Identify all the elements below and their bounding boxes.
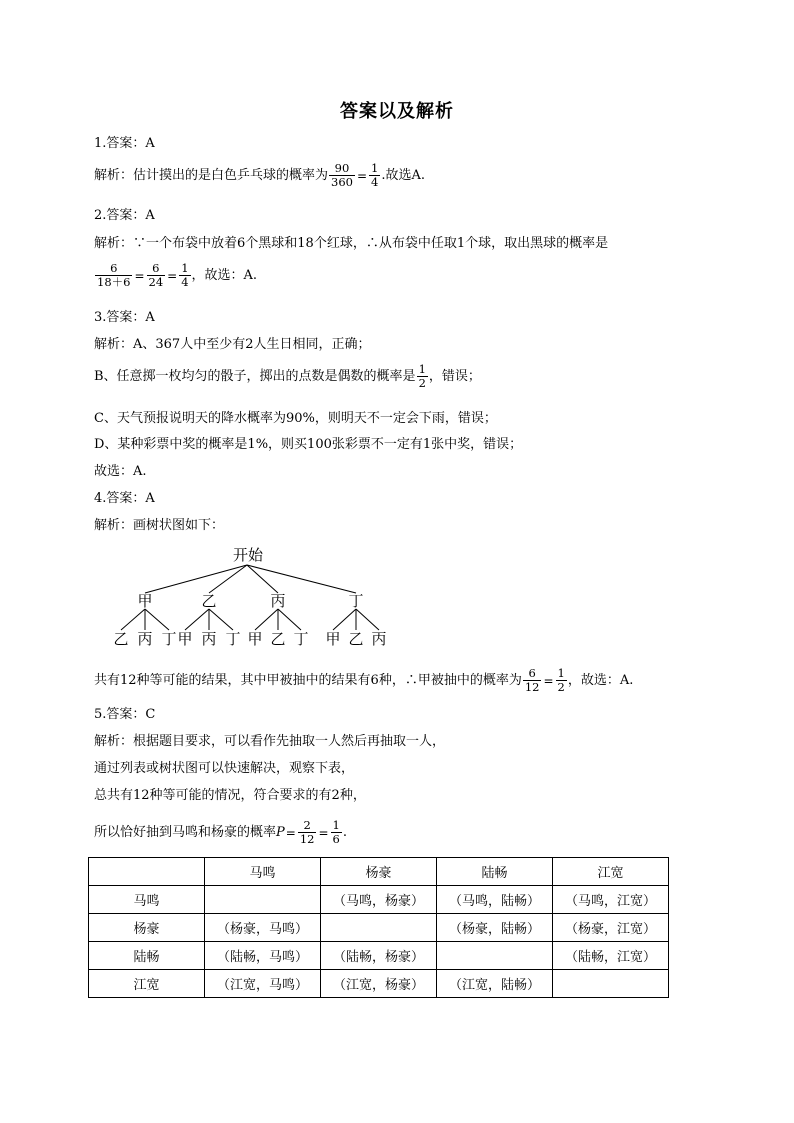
tree-node-l2: 乙 (270, 630, 286, 648)
tree-edge (209, 565, 247, 593)
table-cell (321, 914, 437, 942)
q3-conclusion: 故选：A. (94, 464, 147, 479)
tree-edge (145, 565, 247, 593)
table-cell: （马鸣，杨豪） (321, 886, 437, 914)
q1-fraction-2: $\frac{1}{4}$ (371, 161, 379, 189)
table-header-cell: 杨豪 (321, 858, 437, 886)
q3-option-b: B、任意掷一枚均匀的骰子，掷出的点数是偶数的概率是 $\frac{1}{2}$ ，错误； (94, 362, 481, 390)
table-header-cell: 江宽 (553, 858, 669, 886)
tree-diagram (110, 543, 410, 648)
tree-node-l2: 丙 (201, 630, 217, 648)
q5-line2: 通过列表或树状图可以快速解决，观察下表， (94, 761, 355, 776)
tree-node-l1: 乙 (201, 592, 217, 610)
tree-edge (333, 609, 356, 630)
table-header-row (89, 858, 669, 886)
table-header-cell (89, 858, 205, 886)
table-cell: （江宽，陆畅） (437, 970, 553, 998)
table-cell (437, 942, 553, 970)
table-cell: （杨豪，陆畅） (437, 914, 553, 942)
q2-fraction-1: $\frac{6}{18+6}$ (97, 261, 131, 289)
q4-fraction-1: $\frac{6}{12}$ (524, 666, 540, 694)
q1-expl-text: 解析：估计摸出的是白色乒乓球的概率为 (94, 168, 329, 183)
q1-answer: 1.答案：A (94, 136, 155, 151)
tree-edge (247, 565, 356, 593)
table-row (89, 970, 669, 998)
q1-fraction-1: $\frac{90}{360}$ (331, 161, 353, 189)
q3-option-c: C、天气预报说明天的降水概率为90%，则明天不一定会下雨，错误； (94, 411, 497, 426)
table-cell: （杨豪，江宽） (553, 914, 669, 942)
q3-option-d: D、某种彩票中奖的概率是1%，则买100张彩票不一定有1张中奖，错误； (94, 437, 523, 452)
table-cell: 江宽 (89, 970, 205, 998)
tree-edge (145, 609, 169, 630)
q2-fraction-2: $\frac{6}{24}$ (148, 261, 164, 289)
q5-fraction-1: $\frac{2}{12}$ (299, 818, 315, 846)
table-cell: 杨豪 (89, 914, 205, 942)
tree-edge (356, 609, 379, 630)
tree-node-l2: 丁 (293, 630, 309, 648)
table-header-cell: 陆畅 (437, 858, 553, 886)
tree-node-l2: 乙 (348, 630, 364, 648)
q5-line3: 总共有12种等可能的情况，符合要求的有2种， (94, 788, 366, 803)
tree-node-l1: 甲 (137, 592, 153, 610)
q1-explanation: 解析：估计摸出的是白色乒乓球的概率为 $\frac{90}{360}$ = $\frac{1}{4}$ .故选A. (94, 161, 426, 189)
q4-result: 共有12种等可能的结果，其中甲被抽中的结果有6种，∴甲被抽中的概率为 $\frac{6}{12}$ = $\frac{1}{2}$ ，故选：A. (94, 666, 634, 694)
page-title: 答案以及解析 (340, 101, 454, 122)
q3-option-a: 解析：A、367人中至少有2人生日相同，正确； (94, 337, 371, 352)
tree-edge (255, 609, 278, 630)
tree-node-l1: 丁 (348, 592, 364, 610)
tree-node-l2: 甲 (247, 630, 263, 648)
tree-node-l2: 丙 (371, 630, 387, 648)
table-cell: 陆畅 (89, 942, 205, 970)
tree-node-l1: 丙 (270, 592, 286, 610)
q5-answer: 5.答案：C (94, 707, 156, 722)
table-cell: （陆畅，马鸣） (205, 942, 321, 970)
tree-edge (121, 609, 145, 630)
q3-answer: 3.答案：A (94, 310, 155, 325)
table-cell: （江宽，马鸣） (205, 970, 321, 998)
table-row (89, 914, 669, 942)
q4-fraction-2: $\frac{1}{2}$ (557, 666, 565, 694)
outcome-table (88, 857, 669, 998)
q4-answer: 4.答案：A (94, 491, 155, 506)
q2-fraction-3: $\frac{1}{4}$ (181, 261, 189, 289)
table-cell: 马鸣 (89, 886, 205, 914)
q5-fraction-2: $\frac{1}{6}$ (332, 818, 340, 846)
tree-root: 开始 (232, 546, 263, 564)
tree-edge (209, 609, 233, 630)
probability-symbol: P (276, 825, 285, 840)
tree-node-l2: 甲 (325, 630, 341, 648)
tree-node-l2: 甲 (177, 630, 193, 648)
table-row (89, 886, 669, 914)
q5-line1: 解析：根据题目要求，可以看作先抽取一人然后再抽取一人， (94, 734, 446, 749)
tree-edge (185, 609, 209, 630)
table-cell: （陆畅，江宽） (553, 942, 669, 970)
q1-expl-suffix: .故选A. (381, 168, 426, 183)
q4-explanation: 解析：画树状图如下： (94, 518, 225, 533)
q2-explanation-line1: 解析：∵一个布袋中放着6个黑球和18个红球，∴从布袋中任取1个球，取出黑球的概率是 (94, 236, 609, 251)
table-header-cell: 马鸣 (205, 858, 321, 886)
tree-node-l2: 丁 (225, 630, 241, 648)
table-cell (205, 886, 321, 914)
q2-answer: 2.答案：A (94, 208, 155, 223)
tree-edge (278, 609, 301, 630)
q5-line4: 所以恰好抽到马鸣和杨豪的概率P= $\frac{2}{12}$ = $\frac{1}{6}$ . (94, 818, 347, 846)
table-cell (553, 970, 669, 998)
table-cell: （马鸣，江宽） (553, 886, 669, 914)
q2-suffix: ，故选：A. (191, 268, 258, 283)
table-cell: （马鸣，陆畅） (437, 886, 553, 914)
table-row (89, 942, 669, 970)
q2-explanation-line2: $\frac{6}{18+6}$ = $\frac{6}{24}$ = $\frac{1}{4}$ ，故选：A. (97, 261, 258, 289)
tree-node-l2: 乙 (113, 630, 129, 648)
table-cell: （江宽，杨豪） (321, 970, 437, 998)
tree-node-l2: 丙 (137, 630, 153, 648)
tree-node-l2: 丁 (161, 630, 177, 648)
q3-fraction: $\frac{1}{2}$ (418, 362, 426, 390)
table-cell: （杨豪，马鸣） (205, 914, 321, 942)
table-cell: （陆畅，杨豪） (321, 942, 437, 970)
